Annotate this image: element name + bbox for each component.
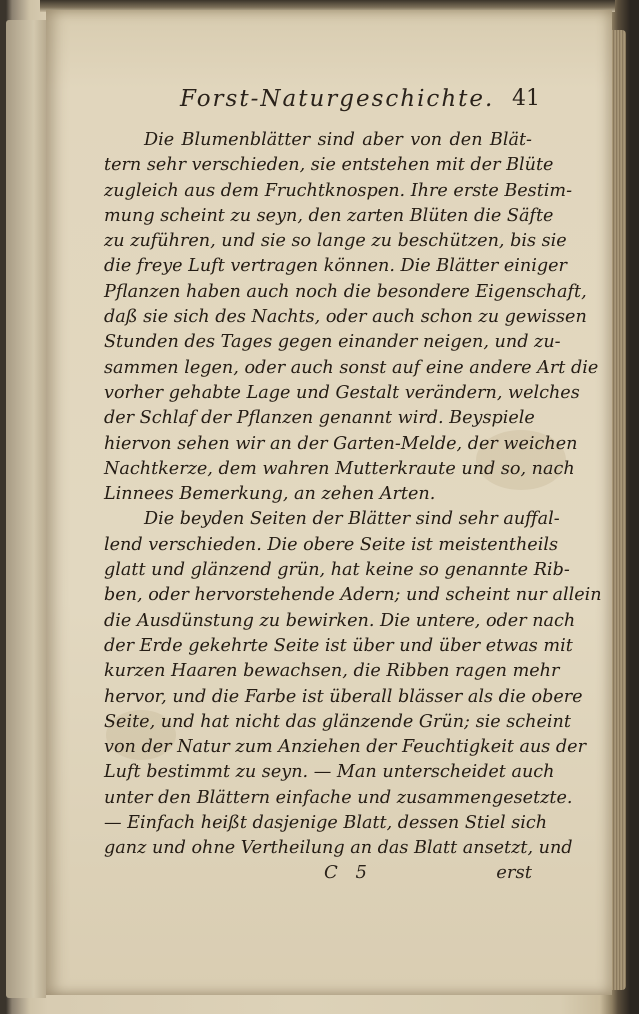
text-line: der Schlaf der Pflanzen genannt wird. Beyspiele bbox=[104, 408, 535, 429]
text-line: ben, oder hervorstehende Adern; und scheint nur allein bbox=[104, 585, 602, 606]
text-line: unter den Blättern einfache und zusammengesetzte. bbox=[104, 787, 573, 808]
text-line: Die Blumenblätter sind aber von den Blät- bbox=[144, 130, 532, 150]
text-line: — Einfach heißt dasjenige Blatt, dessen Stiel sich bbox=[104, 813, 548, 834]
page-number: 41 bbox=[512, 86, 540, 111]
page-footer bbox=[104, 862, 532, 888]
text-line: die Ausdünstung zu bewirken. Die untere, oder nach bbox=[104, 610, 576, 631]
text-line: Linnees Bemerkung, an zehen Arten. bbox=[104, 484, 436, 505]
text-line: lend verschieden. Die obere Seite ist meistentheils bbox=[104, 534, 558, 555]
text-line: Stunden des Tages gegen einander neigen, und zu- bbox=[104, 332, 561, 353]
text-line: zu zuführen, und sie so lange zu beschützen, bis sie bbox=[104, 231, 567, 252]
page-header bbox=[180, 86, 540, 116]
facing-page-edge bbox=[6, 20, 46, 998]
text-line: Luft bestimmt zu seyn. — Man unterscheidet auch bbox=[104, 762, 555, 783]
page-stack-edge bbox=[612, 30, 626, 990]
text-line: ganz und ohne Vertheilung an das Blatt ansetzt, und bbox=[104, 838, 573, 859]
catchword: erst bbox=[496, 862, 532, 883]
text-line: Nachtkerze, dem wahren Mutterkraute und so, nach bbox=[104, 458, 575, 479]
text-line: daß sie sich des Nachts, oder auch schon zu gewissen bbox=[104, 307, 587, 328]
text-line: zugleich aus dem Fruchtknospen. Ihre erste Bestim- bbox=[104, 180, 573, 201]
text-line: die freye Luft vertragen können. Die Blätter einiger bbox=[104, 256, 567, 277]
body-text bbox=[104, 128, 602, 862]
text-line: von der Natur zum Anziehen der Feuchtigkeit aus der bbox=[104, 737, 587, 758]
running-title: Forst-Naturgeschichte. bbox=[180, 86, 495, 112]
text-line: Pflanzen haben auch noch die besondere Eigenschaft, bbox=[104, 281, 587, 302]
text-line: tern sehr verschieden, sie entstehen mit der Blüte bbox=[104, 155, 554, 176]
text-line: sammen legen, oder auch sonst auf eine andere Art die bbox=[104, 357, 599, 378]
text-line: Seite, und hat nicht das glänzende Grün; sie scheint bbox=[104, 711, 571, 732]
text-line: hervor, und die Farbe ist überall blässer als die obere bbox=[104, 686, 583, 707]
text-line: Die beyden Seiten der Blätter sind sehr auffal- bbox=[144, 509, 560, 530]
text-line: mung scheint zu seyn, den zarten Blüten die Säfte bbox=[104, 205, 554, 226]
text-line: vorher gehabte Lage und Gestalt verändern, welches bbox=[104, 382, 580, 403]
text-line: der Erde gekehrte Seite ist über und über etwas mit bbox=[104, 635, 573, 656]
text-line: kurzen Haaren bewachsen, die Ribben ragen mehr bbox=[104, 661, 560, 682]
text-line: glatt und glänzend grün, hat keine so genannte Rib- bbox=[104, 560, 570, 581]
text-line: hiervon sehen wir an der Garten-Melde, der weichen bbox=[104, 433, 578, 454]
signature-mark: C 5 bbox=[324, 862, 373, 883]
